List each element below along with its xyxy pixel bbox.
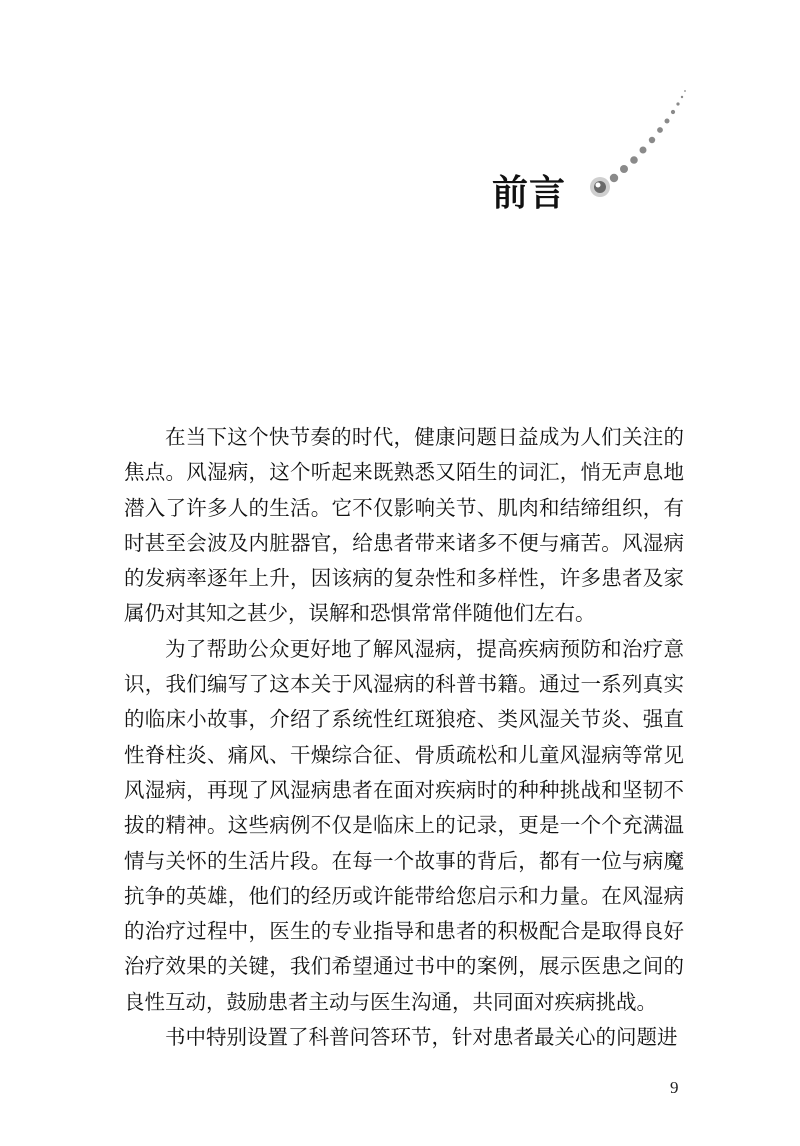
paragraph-2: 为了帮助公众更好地了解风湿病，提高疾病预防和治疗意识，我们编写了这本关于风湿病的科普书籍。通过一系列真实的临床小故事，介绍了系统性红斑狼疮、类风湿关节炎、强直性脊柱炎、痛风、干燥综合征、骨质疏松和儿童风湿病等常见风湿病，再现了风湿病患者在面对疾病时的种种挑战和坚韧不拔的精神。这些病例不仅是临床上的记录，更是一个个充满温情与关怀的生活片段。在每一个故事的背后，都有一位与病魔抗争的英雄，他们的经历或许能带给您启示和力量。在风湿病的治疗过程中，医生的专业指导和患者的积极配合是取得良好治疗效果的关键，我们希望通过书中的案例，展示医患之间的良性互动，鼓励患者主动与医生沟通，共同面对疾病挑战。: [124, 636, 684, 1014]
paragraph-1: 在当下这个快节奏的时代，健康问题日益成为人们关注的焦点。风湿病，这个听起来既熟悉又陌生的词汇，悄无声息地潜入了许多人的生活。它不仅影响关节、肌肉和结缔组织，有时甚至会波及内脏器官，给患者带来诸多不便与痛苦。风湿病的发病率逐年上升，因该病的复杂性和多样性，许多患者及家属仍对其知之甚少，误解和恐惧常常伴随他们左右。: [124, 425, 684, 626]
paragraph-3: 书中特别设置了科普问答环节，针对患者最关心的问题进: [165, 1025, 678, 1050]
page-number: 9: [670, 1078, 679, 1097]
body-text: [124, 420, 684, 1055]
dotted-arc-ornament-icon: [0, 0, 800, 260]
chapter-title: 前言: [492, 173, 567, 214]
